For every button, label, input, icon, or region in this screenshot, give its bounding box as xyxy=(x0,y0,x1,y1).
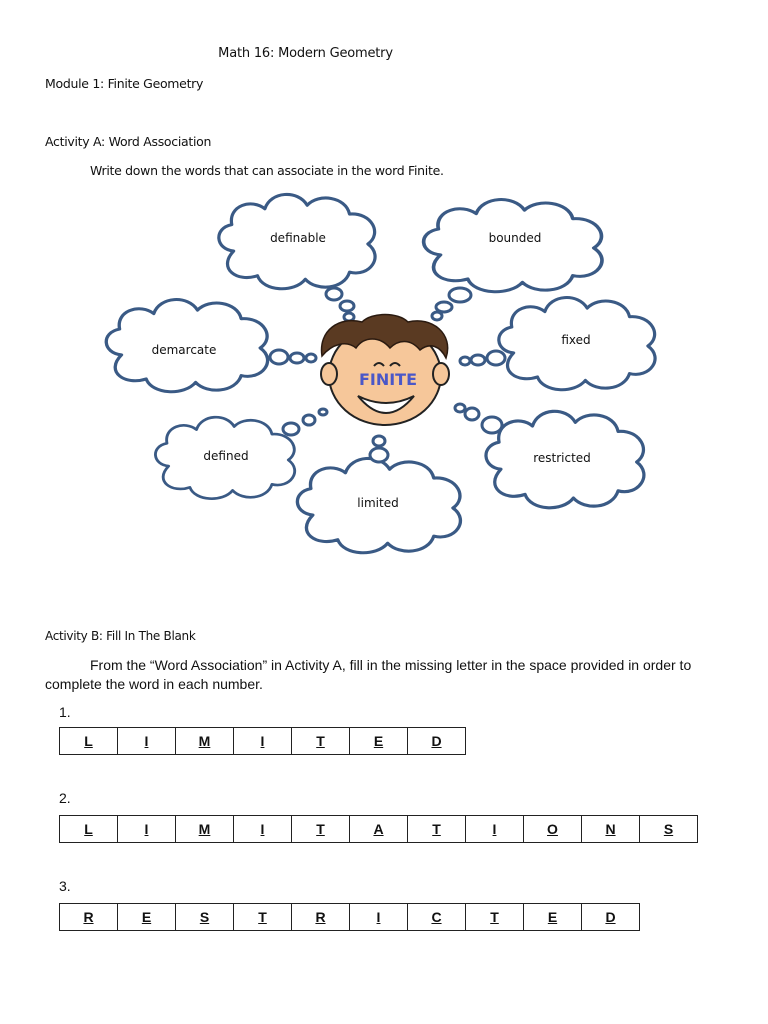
item-number: 1. xyxy=(59,704,71,720)
cloud-label-bounded: bounded xyxy=(488,231,542,245)
letter-box: E xyxy=(118,903,176,931)
letter-box: T xyxy=(292,815,350,843)
letter-box: T xyxy=(292,727,350,755)
cloud-label-fixed: fixed xyxy=(561,333,591,347)
thought-bubbles-definable xyxy=(326,288,354,321)
cloud-label-defined: defined xyxy=(203,449,249,463)
letter-box: L xyxy=(60,815,118,843)
letter-box: I xyxy=(118,727,176,755)
cloud-label-restricted: restricted xyxy=(533,451,591,465)
activity-a-instruction: Write down the words that can associate in the word Finite. xyxy=(90,163,444,178)
letter-box: E xyxy=(350,727,408,755)
letter-box: T xyxy=(466,903,524,931)
smiling-face-icon xyxy=(321,315,449,426)
module-heading: Module 1: Finite Geometry xyxy=(45,76,204,91)
finite-center-label: FINITE xyxy=(358,370,418,389)
letter-box: E xyxy=(524,903,582,931)
thought-bubbles-defined xyxy=(283,409,327,435)
letter-box: S xyxy=(640,815,698,843)
letter-box: I xyxy=(466,815,524,843)
letter-box: D xyxy=(408,727,466,755)
letter-boxes-1 xyxy=(59,727,466,755)
letter-box: A xyxy=(350,815,408,843)
word-association-diagram xyxy=(0,180,768,580)
thought-bubbles-demarcate xyxy=(270,350,316,364)
letter-box: T xyxy=(408,815,466,843)
activity-a-heading: Activity A: Word Association xyxy=(45,134,212,149)
letter-box: L xyxy=(60,727,118,755)
thought-bubbles-fixed xyxy=(460,351,505,365)
letter-box: I xyxy=(234,727,292,755)
letter-box: S xyxy=(176,903,234,931)
thought-bubbles-bounded xyxy=(432,288,471,320)
page-title: Math 16: Modern Geometry xyxy=(218,46,393,61)
activity-b-heading: Activity B: Fill In The Blank xyxy=(45,629,196,643)
letter-box: I xyxy=(350,903,408,931)
item-number: 3. xyxy=(59,878,71,894)
letter-box: N xyxy=(582,815,640,843)
item-number: 2. xyxy=(59,790,71,806)
letter-box: I xyxy=(118,815,176,843)
cloud-label-limited: limited xyxy=(357,496,399,510)
cloud-bounded xyxy=(424,200,602,292)
activity-b-instruction: From the “Word Association” in Activity A, fill in the missing letter in the space provided in order to complete the word in each number. xyxy=(45,657,692,692)
letter-box: C xyxy=(408,903,466,931)
thought-bubbles-limited xyxy=(370,436,388,462)
letter-box: O xyxy=(524,815,582,843)
letter-box: T xyxy=(234,903,292,931)
cloud-label-demarcate: demarcate xyxy=(151,343,217,357)
letter-boxes-3 xyxy=(59,903,640,931)
letter-box: M xyxy=(176,815,234,843)
thought-bubbles-restricted xyxy=(455,404,502,433)
letter-box: I xyxy=(234,815,292,843)
letter-boxes-2 xyxy=(59,815,698,843)
cloud-label-definable: definable xyxy=(270,231,326,245)
letter-box: R xyxy=(292,903,350,931)
letter-box: R xyxy=(60,903,118,931)
letter-box: D xyxy=(582,903,640,931)
letter-box: M xyxy=(176,727,234,755)
